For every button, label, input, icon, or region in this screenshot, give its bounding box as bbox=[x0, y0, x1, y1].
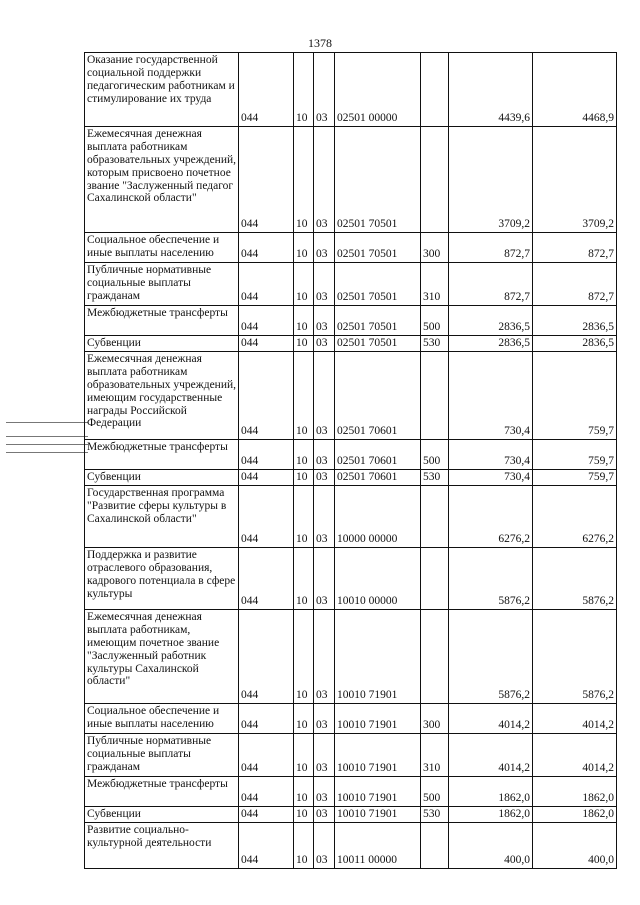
row-name: Субвенции bbox=[85, 807, 239, 823]
amount-year-1: 4014,2 bbox=[449, 734, 533, 777]
ministry-code: 044 bbox=[239, 807, 294, 823]
target-article: 02501 70601 bbox=[335, 470, 421, 486]
row-name: Субвенции bbox=[85, 336, 239, 352]
amount-year-1: 4014,2 bbox=[449, 704, 533, 734]
ministry-code: 044 bbox=[239, 470, 294, 486]
ministry-code: 044 bbox=[239, 336, 294, 352]
expense-type: 500 bbox=[421, 777, 449, 807]
amount-year-2: 1862,0 bbox=[533, 777, 617, 807]
amount-year-1: 2836,5 bbox=[449, 306, 533, 336]
row-name: Оказание государственной социальной поддержки педагогическим работникам и стимулирование их труда bbox=[85, 53, 239, 127]
section-code: 10 bbox=[294, 807, 314, 823]
row-name: Межбюджетные трансферты bbox=[85, 777, 239, 807]
subsection-code: 03 bbox=[314, 440, 335, 470]
ministry-code: 044 bbox=[239, 306, 294, 336]
table-row bbox=[85, 823, 617, 869]
target-article: 02501 70501 bbox=[335, 336, 421, 352]
amount-year-2: 400,0 bbox=[533, 823, 617, 869]
table-row bbox=[85, 440, 617, 470]
amount-year-2: 759,7 bbox=[533, 470, 617, 486]
ministry-code: 044 bbox=[239, 610, 294, 704]
table-row bbox=[85, 53, 617, 127]
row-name: Поддержка и развитие отраслевого образования, кадрового потенциала в сфере культуры bbox=[85, 548, 239, 610]
target-article: 10010 71901 bbox=[335, 807, 421, 823]
row-name: Публичные нормативные социальные выплаты гражданам bbox=[85, 263, 239, 306]
target-article: 02501 70601 bbox=[335, 440, 421, 470]
expense-type bbox=[421, 610, 449, 704]
row-name: Межбюджетные трансферты bbox=[85, 440, 239, 470]
amount-year-1: 4439,6 bbox=[449, 53, 533, 127]
table-row bbox=[85, 306, 617, 336]
section-code: 10 bbox=[294, 53, 314, 127]
table-row bbox=[85, 807, 617, 823]
amount-year-2: 759,7 bbox=[533, 352, 617, 440]
target-article: 02501 70601 bbox=[335, 352, 421, 440]
row-name: Социальное обеспечение и иные выплаты населению bbox=[85, 233, 239, 263]
target-article: 10010 71901 bbox=[335, 610, 421, 704]
amount-year-1: 872,7 bbox=[449, 263, 533, 306]
section-code: 10 bbox=[294, 470, 314, 486]
subsection-code: 03 bbox=[314, 610, 335, 704]
page-number: 1378 bbox=[308, 36, 332, 50]
expense-type: 500 bbox=[421, 440, 449, 470]
target-article: 02501 70501 bbox=[335, 306, 421, 336]
table-row bbox=[85, 127, 617, 233]
amount-year-2: 2836,5 bbox=[533, 306, 617, 336]
subsection-code: 03 bbox=[314, 53, 335, 127]
row-name: Государственная программа "Развитие сферы культуры в Сахалинской области" bbox=[85, 486, 239, 548]
subsection-code: 03 bbox=[314, 486, 335, 548]
table-row bbox=[85, 610, 617, 704]
expense-type bbox=[421, 127, 449, 233]
section-code: 10 bbox=[294, 127, 314, 233]
amount-year-2: 4014,2 bbox=[533, 734, 617, 777]
table-row bbox=[85, 233, 617, 263]
table-row bbox=[85, 263, 617, 306]
subsection-code: 03 bbox=[314, 233, 335, 263]
section-code: 10 bbox=[294, 704, 314, 734]
amount-year-2: 872,7 bbox=[533, 263, 617, 306]
scan-artifact-line bbox=[6, 422, 88, 423]
scan-artifact-line bbox=[6, 436, 88, 437]
amount-year-1: 730,4 bbox=[449, 470, 533, 486]
subsection-code: 03 bbox=[314, 807, 335, 823]
row-name: Социальное обеспечение и иные выплаты населению bbox=[85, 704, 239, 734]
section-code: 10 bbox=[294, 263, 314, 306]
budget-table bbox=[84, 52, 617, 869]
ministry-code: 044 bbox=[239, 127, 294, 233]
subsection-code: 03 bbox=[314, 127, 335, 233]
row-name: Публичные нормативные социальные выплаты гражданам bbox=[85, 734, 239, 777]
row-name: Ежемесячная денежная выплата работникам образовательных учреждений, имеющим государственные награды Российской Федерации bbox=[85, 352, 239, 440]
table-row bbox=[85, 777, 617, 807]
amount-year-1: 5876,2 bbox=[449, 610, 533, 704]
target-article: 02501 70501 bbox=[335, 127, 421, 233]
section-code: 10 bbox=[294, 233, 314, 263]
target-article: 10011 00000 bbox=[335, 823, 421, 869]
row-name: Межбюджетные трансферты bbox=[85, 306, 239, 336]
subsection-code: 03 bbox=[314, 470, 335, 486]
amount-year-1: 872,7 bbox=[449, 233, 533, 263]
amount-year-2: 4468,9 bbox=[533, 53, 617, 127]
section-code: 10 bbox=[294, 823, 314, 869]
amount-year-1: 2836,5 bbox=[449, 336, 533, 352]
target-article: 02501 00000 bbox=[335, 53, 421, 127]
ministry-code: 044 bbox=[239, 53, 294, 127]
subsection-code: 03 bbox=[314, 263, 335, 306]
target-article: 10000 00000 bbox=[335, 486, 421, 548]
section-code: 10 bbox=[294, 336, 314, 352]
expense-type bbox=[421, 486, 449, 548]
expense-type: 300 bbox=[421, 233, 449, 263]
target-article: 10010 00000 bbox=[335, 548, 421, 610]
section-code: 10 bbox=[294, 352, 314, 440]
expense-type bbox=[421, 548, 449, 610]
table-row bbox=[85, 734, 617, 777]
amount-year-2: 759,7 bbox=[533, 440, 617, 470]
table-row bbox=[85, 704, 617, 734]
expense-type: 530 bbox=[421, 336, 449, 352]
ministry-code: 044 bbox=[239, 233, 294, 263]
expense-type: 310 bbox=[421, 263, 449, 306]
target-article: 10010 71901 bbox=[335, 704, 421, 734]
amount-year-1: 400,0 bbox=[449, 823, 533, 869]
subsection-code: 03 bbox=[314, 734, 335, 777]
row-name: Ежемесячная денежная выплата работникам образовательных учреждений, которым присвоено почетное звание "Заслуженный педагог Сахалинской области" bbox=[85, 127, 239, 233]
expense-type: 500 bbox=[421, 306, 449, 336]
row-name: Субвенции bbox=[85, 470, 239, 486]
section-code: 10 bbox=[294, 734, 314, 777]
subsection-code: 03 bbox=[314, 306, 335, 336]
amount-year-2: 5876,2 bbox=[533, 548, 617, 610]
amount-year-1: 5876,2 bbox=[449, 548, 533, 610]
section-code: 10 bbox=[294, 486, 314, 548]
expense-type bbox=[421, 352, 449, 440]
section-code: 10 bbox=[294, 440, 314, 470]
amount-year-1: 730,4 bbox=[449, 352, 533, 440]
target-article: 02501 70501 bbox=[335, 263, 421, 306]
amount-year-2: 2836,5 bbox=[533, 336, 617, 352]
ministry-code: 044 bbox=[239, 352, 294, 440]
scan-artifact-line bbox=[6, 444, 88, 445]
amount-year-1: 730,4 bbox=[449, 440, 533, 470]
table-row bbox=[85, 548, 617, 610]
table-row bbox=[85, 486, 617, 548]
target-article: 10010 71901 bbox=[335, 734, 421, 777]
amount-year-2: 5876,2 bbox=[533, 610, 617, 704]
target-article: 02501 70501 bbox=[335, 233, 421, 263]
amount-year-1: 6276,2 bbox=[449, 486, 533, 548]
amount-year-2: 1862,0 bbox=[533, 807, 617, 823]
amount-year-2: 4014,2 bbox=[533, 704, 617, 734]
ministry-code: 044 bbox=[239, 734, 294, 777]
subsection-code: 03 bbox=[314, 336, 335, 352]
ministry-code: 044 bbox=[239, 548, 294, 610]
table-row bbox=[85, 336, 617, 352]
ministry-code: 044 bbox=[239, 704, 294, 734]
section-code: 10 bbox=[294, 306, 314, 336]
expense-type bbox=[421, 823, 449, 869]
amount-year-1: 1862,0 bbox=[449, 807, 533, 823]
target-article: 10010 71901 bbox=[335, 777, 421, 807]
row-name: Развитие социально-культурной деятельности bbox=[85, 823, 239, 869]
amount-year-1: 1862,0 bbox=[449, 777, 533, 807]
expense-type: 310 bbox=[421, 734, 449, 777]
section-code: 10 bbox=[294, 777, 314, 807]
table-row bbox=[85, 352, 617, 440]
table-row bbox=[85, 470, 617, 486]
row-name: Ежемесячная денежная выплата работникам, имеющим почетное звание "Заслуженный работник культуры Сахалинской области" bbox=[85, 610, 239, 704]
subsection-code: 03 bbox=[314, 352, 335, 440]
subsection-code: 03 bbox=[314, 548, 335, 610]
expense-type: 530 bbox=[421, 470, 449, 486]
ministry-code: 044 bbox=[239, 440, 294, 470]
ministry-code: 044 bbox=[239, 823, 294, 869]
subsection-code: 03 bbox=[314, 823, 335, 869]
section-code: 10 bbox=[294, 548, 314, 610]
expense-type: 530 bbox=[421, 807, 449, 823]
expense-type bbox=[421, 53, 449, 127]
ministry-code: 044 bbox=[239, 486, 294, 548]
ministry-code: 044 bbox=[239, 777, 294, 807]
ministry-code: 044 bbox=[239, 263, 294, 306]
amount-year-1: 3709,2 bbox=[449, 127, 533, 233]
subsection-code: 03 bbox=[314, 777, 335, 807]
amount-year-2: 3709,2 bbox=[533, 127, 617, 233]
subsection-code: 03 bbox=[314, 704, 335, 734]
scan-artifact-line bbox=[6, 452, 88, 453]
amount-year-2: 6276,2 bbox=[533, 486, 617, 548]
expense-type: 300 bbox=[421, 704, 449, 734]
amount-year-2: 872,7 bbox=[533, 233, 617, 263]
section-code: 10 bbox=[294, 610, 314, 704]
